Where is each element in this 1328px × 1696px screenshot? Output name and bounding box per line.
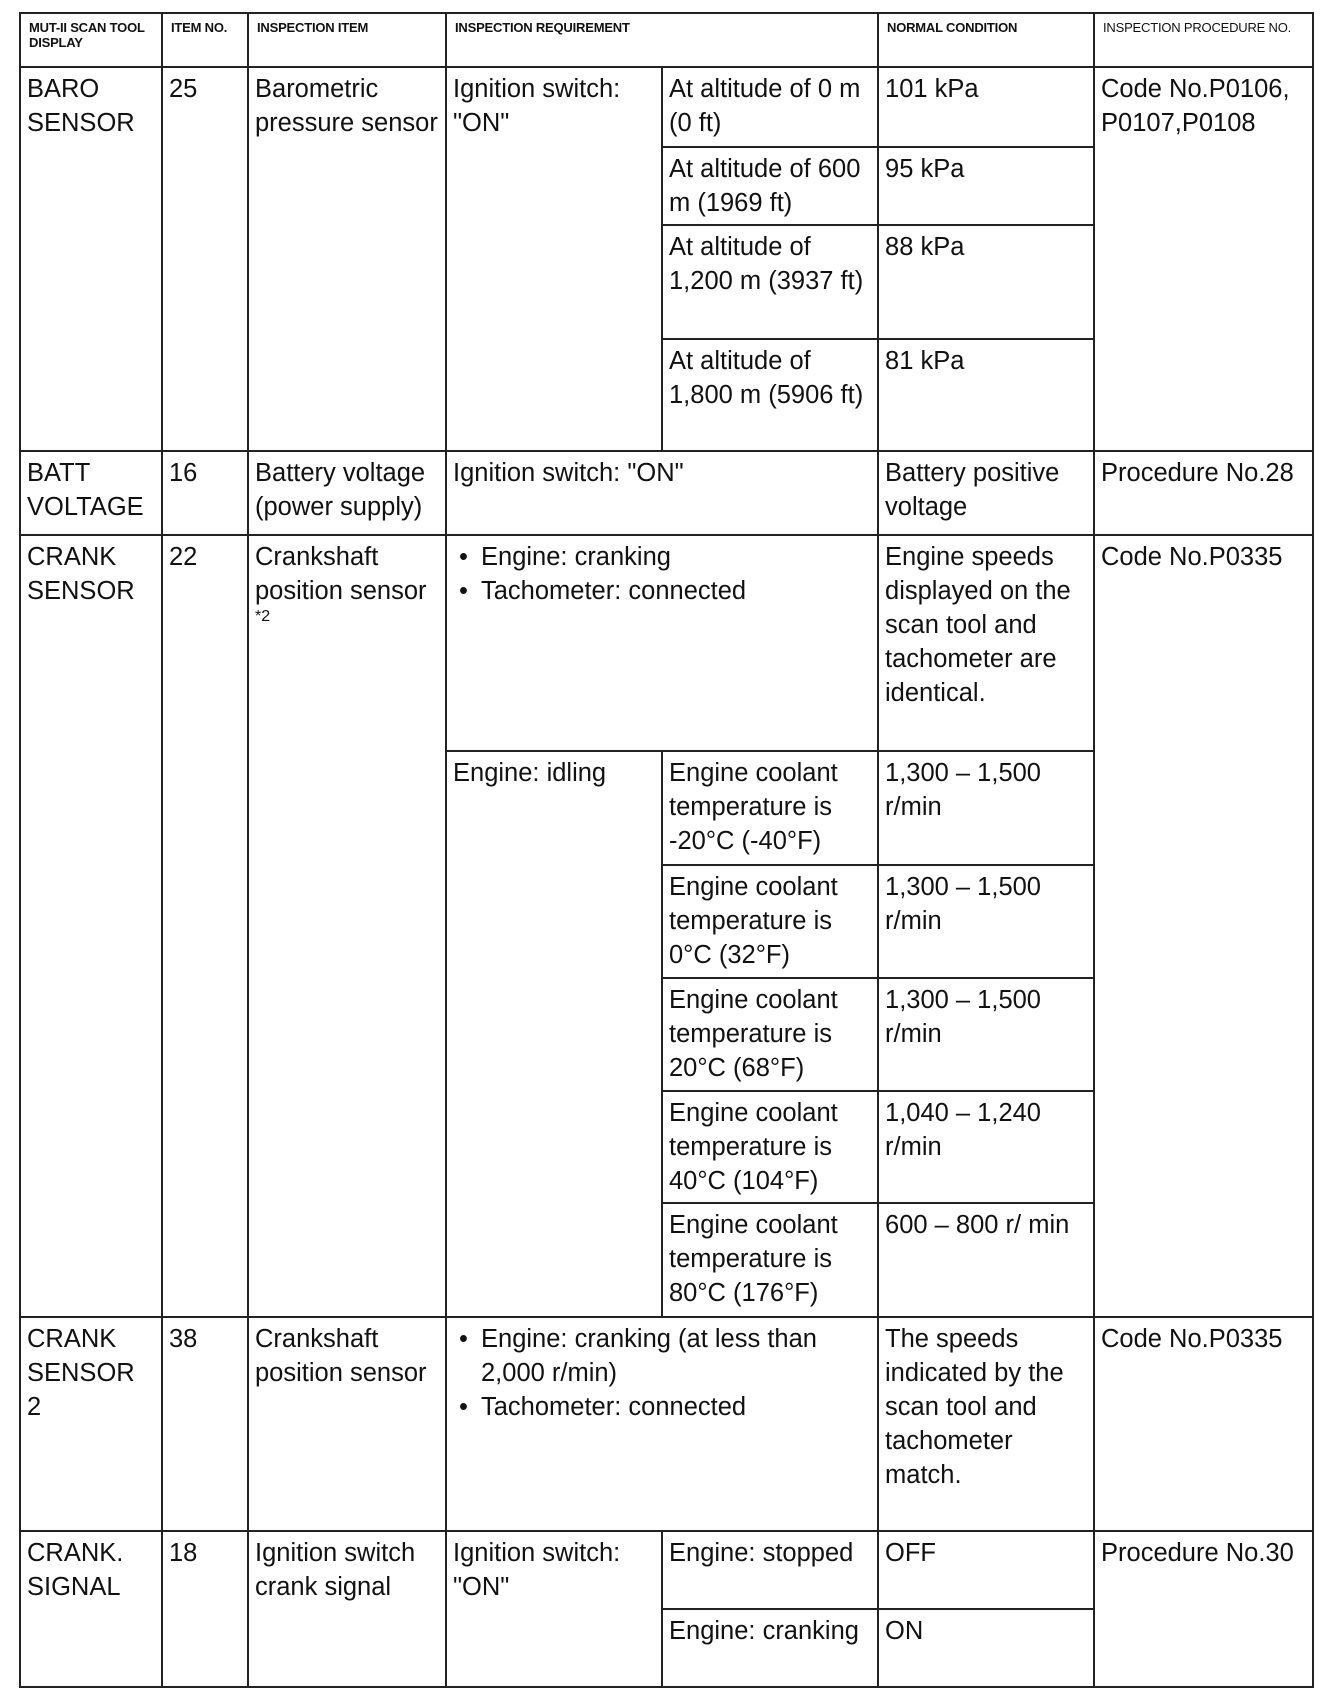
baro-condition: At altitude of 1,200 m (3937 ft) (662, 225, 878, 339)
crank-normal: 1,300 – 1,500 r/min (878, 978, 1094, 1091)
signal-item-no: 18 (162, 1531, 248, 1687)
crank2-item-no: 38 (162, 1317, 248, 1531)
signal-normal: ON (878, 1609, 1094, 1687)
baro-item-no: 25 (162, 67, 248, 451)
crank-condition: Engine coolant temperature is 80°C (176°F) (662, 1203, 878, 1317)
inspection-table (19, 12, 1314, 1688)
list-item: • Engine: cranking (481, 540, 871, 574)
signal-normal: OFF (878, 1531, 1094, 1609)
crank-item-no: 22 (162, 535, 248, 1317)
signal-item: Ignition switch crank signal (248, 1531, 446, 1687)
baro-normal: 101 kPa (878, 67, 1094, 147)
crank-bullet-list (453, 540, 871, 608)
crank-procedure: Code No.P0335 (1094, 535, 1313, 1317)
crank2-row (20, 1317, 1313, 1531)
signal-display: CRANK. SIGNAL (20, 1531, 162, 1687)
baro-condition: At altitude of 0 m (0 ft) (662, 67, 878, 147)
batt-item: Battery voltage (power supply) (248, 451, 446, 535)
baro-condition: At altitude of 1,800 m (5906 ft) (662, 339, 878, 451)
baro-row-1 (20, 67, 1313, 147)
crank2-bullet-list (453, 1322, 871, 1424)
signal-procedure: Procedure No.30 (1094, 1531, 1313, 1687)
header-item: INSPECTION ITEM (248, 13, 446, 67)
signal-condition: Engine: stopped (662, 1531, 878, 1609)
crank-item: Crankshaft position sensor (255, 543, 427, 605)
baro-condition: At altitude of 600 m (1969 ft) (662, 147, 878, 225)
crank-condition: Engine coolant temperature is 40°C (104°F) (662, 1091, 878, 1203)
crank-row-cranking (20, 535, 1313, 751)
baro-item: Barometric pressure sensor (248, 67, 446, 451)
batt-row (20, 451, 1313, 535)
baro-normal: 88 kPa (878, 225, 1094, 339)
list-item: • Tachometer: connected (481, 1390, 871, 1424)
crank-condition: Engine coolant temperature is 0°C (32°F) (662, 865, 878, 978)
header-item-no: ITEM NO. (162, 13, 248, 67)
batt-display: BATT VOLTAGE (20, 451, 162, 535)
baro-display: BARO SENSOR (20, 67, 162, 451)
batt-procedure: Procedure No.28 (1094, 451, 1313, 535)
baro-procedure: Code No.P0106, P0107,P0108 (1094, 67, 1313, 451)
crank-normal: 1,300 – 1,500 r/min (878, 865, 1094, 978)
header-normal: NORMAL CONDITION (878, 13, 1094, 67)
baro-normal: 81 kPa (878, 339, 1094, 451)
crank-normal: 600 – 800 r/ min (878, 1203, 1094, 1317)
crank2-requirement (446, 1317, 878, 1531)
baro-normal: 95 kPa (878, 147, 1094, 225)
crank2-procedure: Code No.P0335 (1094, 1317, 1313, 1531)
crank-cranking-normal: Engine speeds displayed on the scan tool and tachometer are identical. (878, 535, 1094, 751)
batt-item-no: 16 (162, 451, 248, 535)
header-procedure: INSPECTION PROCEDURE NO. (1094, 13, 1313, 67)
signal-condition: Engine: cranking (662, 1609, 878, 1687)
header-row (20, 13, 1313, 67)
crank2-normal: The speeds indicated by the scan tool and tachometer match. (878, 1317, 1094, 1531)
crank2-item: Crankshaft position sensor (248, 1317, 446, 1531)
baro-requirement: Ignition switch: "ON" (446, 67, 662, 451)
crank-idling: Engine: idling (446, 751, 662, 1317)
crank-condition: Engine coolant temperature is -20°C (-40°F) (662, 751, 878, 865)
crank-item-note: *2 (255, 608, 271, 625)
list-item: • Engine: cranking (at less than 2,000 r/min) (481, 1322, 871, 1390)
crank-display: CRANK SENSOR (20, 535, 162, 1317)
crank-condition: Engine coolant temperature is 20°C (68°F) (662, 978, 878, 1091)
list-item: • Tachometer: connected (481, 574, 871, 608)
crank-cranking-requirement (446, 535, 878, 751)
crank-normal: 1,040 – 1,240 r/min (878, 1091, 1094, 1203)
crank-item-cell (248, 535, 446, 1317)
crank2-display: CRANK SENSOR 2 (20, 1317, 162, 1531)
signal-requirement: Ignition switch: "ON" (446, 1531, 662, 1687)
signal-row-1 (20, 1531, 1313, 1609)
batt-requirement: Ignition switch: "ON" (446, 451, 878, 535)
batt-normal: Battery positive voltage (878, 451, 1094, 535)
header-display: MUT-II SCAN TOOL DISPLAY (20, 13, 162, 67)
header-requirement: INSPECTION REQUIREMENT (446, 13, 878, 67)
crank-normal: 1,300 – 1,500 r/min (878, 751, 1094, 865)
